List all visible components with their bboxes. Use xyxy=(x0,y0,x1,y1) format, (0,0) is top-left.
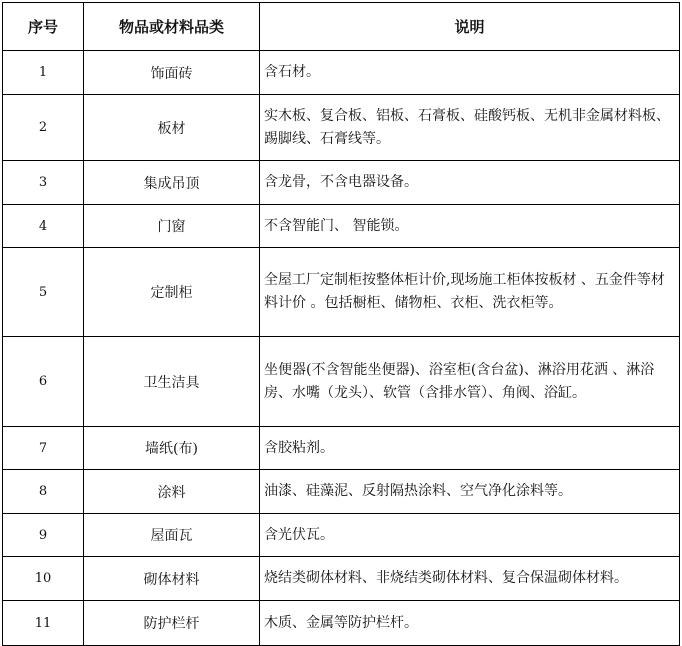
row-category: 卫生洁具 xyxy=(84,337,260,427)
row-no: 3 xyxy=(3,161,84,205)
row-description: 含石材。 xyxy=(260,51,680,95)
row-category: 屋面瓦 xyxy=(84,514,260,557)
row-description: 坐便器(不含智能坐便器)、浴室柜(含台盆)、淋浴用花洒 、淋浴房、水嘴（龙头）、软管（含排水管）、角阀、浴缸。 xyxy=(260,337,680,427)
row-no: 11 xyxy=(3,601,84,646)
header-row xyxy=(3,3,680,51)
row-description: 木质、金属等防护栏杆。 xyxy=(260,601,680,646)
row-category: 定制柜 xyxy=(84,248,260,337)
row-category: 墙纸(布) xyxy=(84,427,260,470)
row-category: 板材 xyxy=(84,95,260,161)
table-row xyxy=(3,337,680,427)
row-description: 油漆、硅藻泥、反射隔热涂料、空气净化涂料等。 xyxy=(260,470,680,514)
materials-table xyxy=(2,2,680,646)
row-no: 7 xyxy=(3,427,84,470)
row-description: 实木板、复合板、铝板、石膏板、硅酸钙板、无机非金属材料板、踢脚线、石膏线等。 xyxy=(260,95,680,161)
row-no: 4 xyxy=(3,205,84,248)
row-description: 不含智能门、 智能锁。 xyxy=(260,205,680,248)
row-no: 5 xyxy=(3,248,84,337)
row-no: 10 xyxy=(3,557,84,601)
table-row xyxy=(3,95,680,161)
row-category: 饰面砖 xyxy=(84,51,260,95)
row-no: 6 xyxy=(3,337,84,427)
row-category: 门窗 xyxy=(84,205,260,248)
row-no: 8 xyxy=(3,470,84,514)
row-no: 9 xyxy=(3,514,84,557)
row-description: 含胶粘剂。 xyxy=(260,427,680,470)
row-no: 1 xyxy=(3,51,84,95)
row-category: 集成吊顶 xyxy=(84,161,260,205)
table-row xyxy=(3,557,680,601)
table-row xyxy=(3,248,680,337)
row-description: 含龙骨，不含电器设备。 xyxy=(260,161,680,205)
row-no: 2 xyxy=(3,95,84,161)
row-category: 砌体材料 xyxy=(84,557,260,601)
row-category: 涂料 xyxy=(84,470,260,514)
table-row xyxy=(3,427,680,470)
row-description: 全屋工厂定制柜按整体柜计价,现场施工柜体按板材 、五金件等材料计价 。包括橱柜、储物柜、衣柜、洗衣柜等。 xyxy=(260,248,680,337)
header-no: 序号 xyxy=(3,3,84,51)
header-description: 说明 xyxy=(260,3,680,51)
row-description: 烧结类砌体材料、非烧结类砌体材料、复合保温砌体材料。 xyxy=(260,557,680,601)
table-row xyxy=(3,161,680,205)
header-category: 物品或材料品类 xyxy=(84,3,260,51)
table-row xyxy=(3,470,680,514)
table-row xyxy=(3,51,680,95)
table-row xyxy=(3,205,680,248)
table-row xyxy=(3,514,680,557)
row-description: 含光伏瓦。 xyxy=(260,514,680,557)
row-category: 防护栏杆 xyxy=(84,601,260,646)
